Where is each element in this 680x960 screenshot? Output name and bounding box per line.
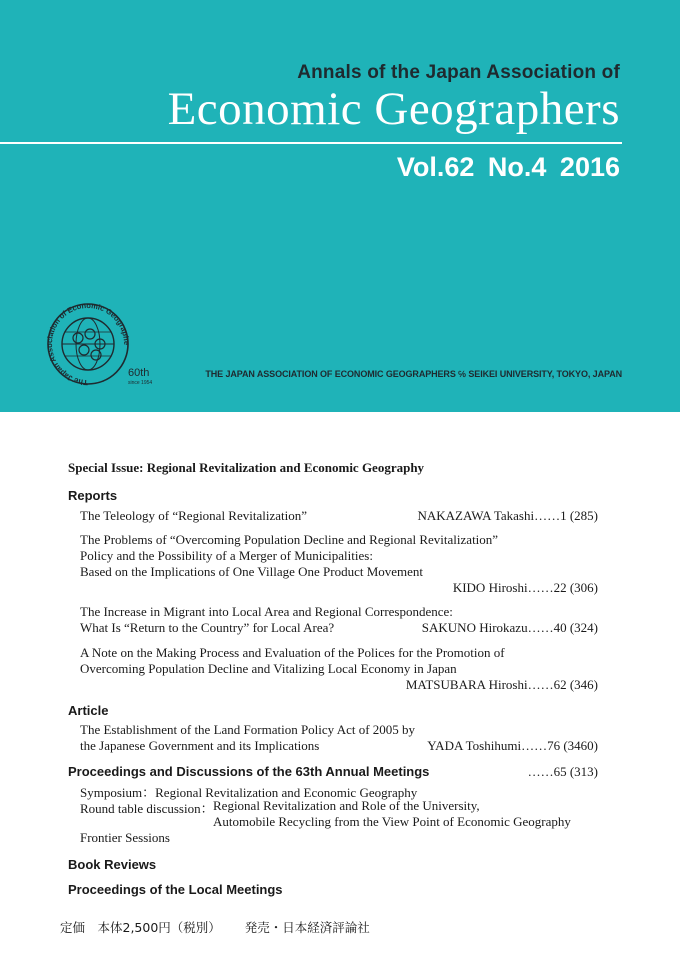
report-3-line-2: What Is “Return to the Country” for Local Area? [80,620,335,635]
round-table-line-1: Regional Revitalization and Role of the University, [213,798,480,813]
round-table-line-2: Automobile Recycling from the View Point of Economic Geography [213,814,571,829]
cover-banner [0,0,680,412]
leader: …… [527,620,554,635]
report-3-author-page [422,620,598,636]
report-4-page: 62 (346) [553,677,598,692]
report-3-page: 40 (324) [553,620,598,635]
title-rule [0,142,622,144]
proceedings-page-ref [528,764,598,780]
seal-anniversary: 60th [128,367,150,379]
report-2-line-1: The Problems of “Overcoming Population Decline and Regional Revitalization” [80,532,499,547]
report-3-author: SAKUNO Hirokazu [421,620,528,635]
leader: …… [521,738,548,753]
seal-logo-icon [38,296,168,396]
article-heading: Article [68,703,109,718]
leader: …… [527,764,554,779]
journal-subtitle: Annals of the Japan Association of [297,62,620,83]
price: 定価 本体2,500円（税別） [60,920,221,935]
report-2-line-2: Policy and the Possibility of a Merger of Municipalities: [80,548,373,563]
report-1-author-page [417,508,598,524]
article-author: YADA Toshihumi [427,738,522,753]
proceedings-heading: Proceedings and Discussions of the 63th Annual Meetings [68,764,430,779]
leader: …… [527,677,554,692]
article-page: 76 (3460) [547,738,598,753]
journal-title: Economic Geographers [167,83,620,135]
report-1-page: 1 (285) [560,508,598,523]
proceedings-page: 65 (313) [553,764,598,779]
article-line-2: the Japanese Government and its Implications [80,738,320,753]
report-4-author: MATSUBARA Hiroshi [405,677,528,692]
report-3-line-1: The Increase in Migrant into Local Area and Regional Correspondence: [80,604,453,619]
seal-since: since 1954 [128,380,153,386]
report-4-author-page [406,677,598,693]
price-footer [60,918,370,936]
report-2-author: KIDO Hiroshi [452,580,528,595]
reports-heading: Reports [68,488,118,503]
report-1-author: NAKAZAWA Takashi [417,508,535,523]
local-meetings-heading: Proceedings of the Local Meetings [68,882,283,897]
report-1-line-1: The Teleology of “Regional Revitalization” [80,508,307,523]
round-table-label: Round table discussion： [80,801,214,816]
symposium-line: Symposium：Regional Revitalization and Economic Geography [80,785,418,800]
seller: 発売・日本経済評論社 [244,920,370,935]
report-4-line-2: Overcoming Population Decline and Vitalizing Local Economy in Japan [80,661,457,676]
leader: …… [534,508,561,523]
seal-ring-text: The Japan Association of Economic Geographe [44,300,132,388]
svg-text:The Japan Association of Econo [38,296,131,387]
article-line-1: The Establishment of the Land Formation Policy Act of 2005 by [80,722,416,737]
report-2-author-page [453,580,598,596]
publisher-line: THE JAPAN ASSOCIATION OF ECONOMIC GEOGRAPHERS ℅ SEIKEI UNIVERSITY, TOKYO, JAPAN [205,369,622,379]
leader: …… [527,580,554,595]
article-author-page [427,738,598,754]
special-issue-title: Special Issue: Regional Revitalization and Economic Geography [68,460,425,475]
report-2-line-3: Based on the Implications of One Village One Product Movement [80,564,424,579]
volume-issue-year: Vol.62 No.4 2016 [396,152,620,182]
book-reviews-heading: Book Reviews [68,857,157,872]
association-seal [38,296,168,396]
report-2-page: 22 (306) [553,580,598,595]
report-4-line-1: A Note on the Making Process and Evaluation of the Polices for the Promotion of [80,645,505,660]
frontier-sessions: Frontier Sessions [80,830,170,845]
